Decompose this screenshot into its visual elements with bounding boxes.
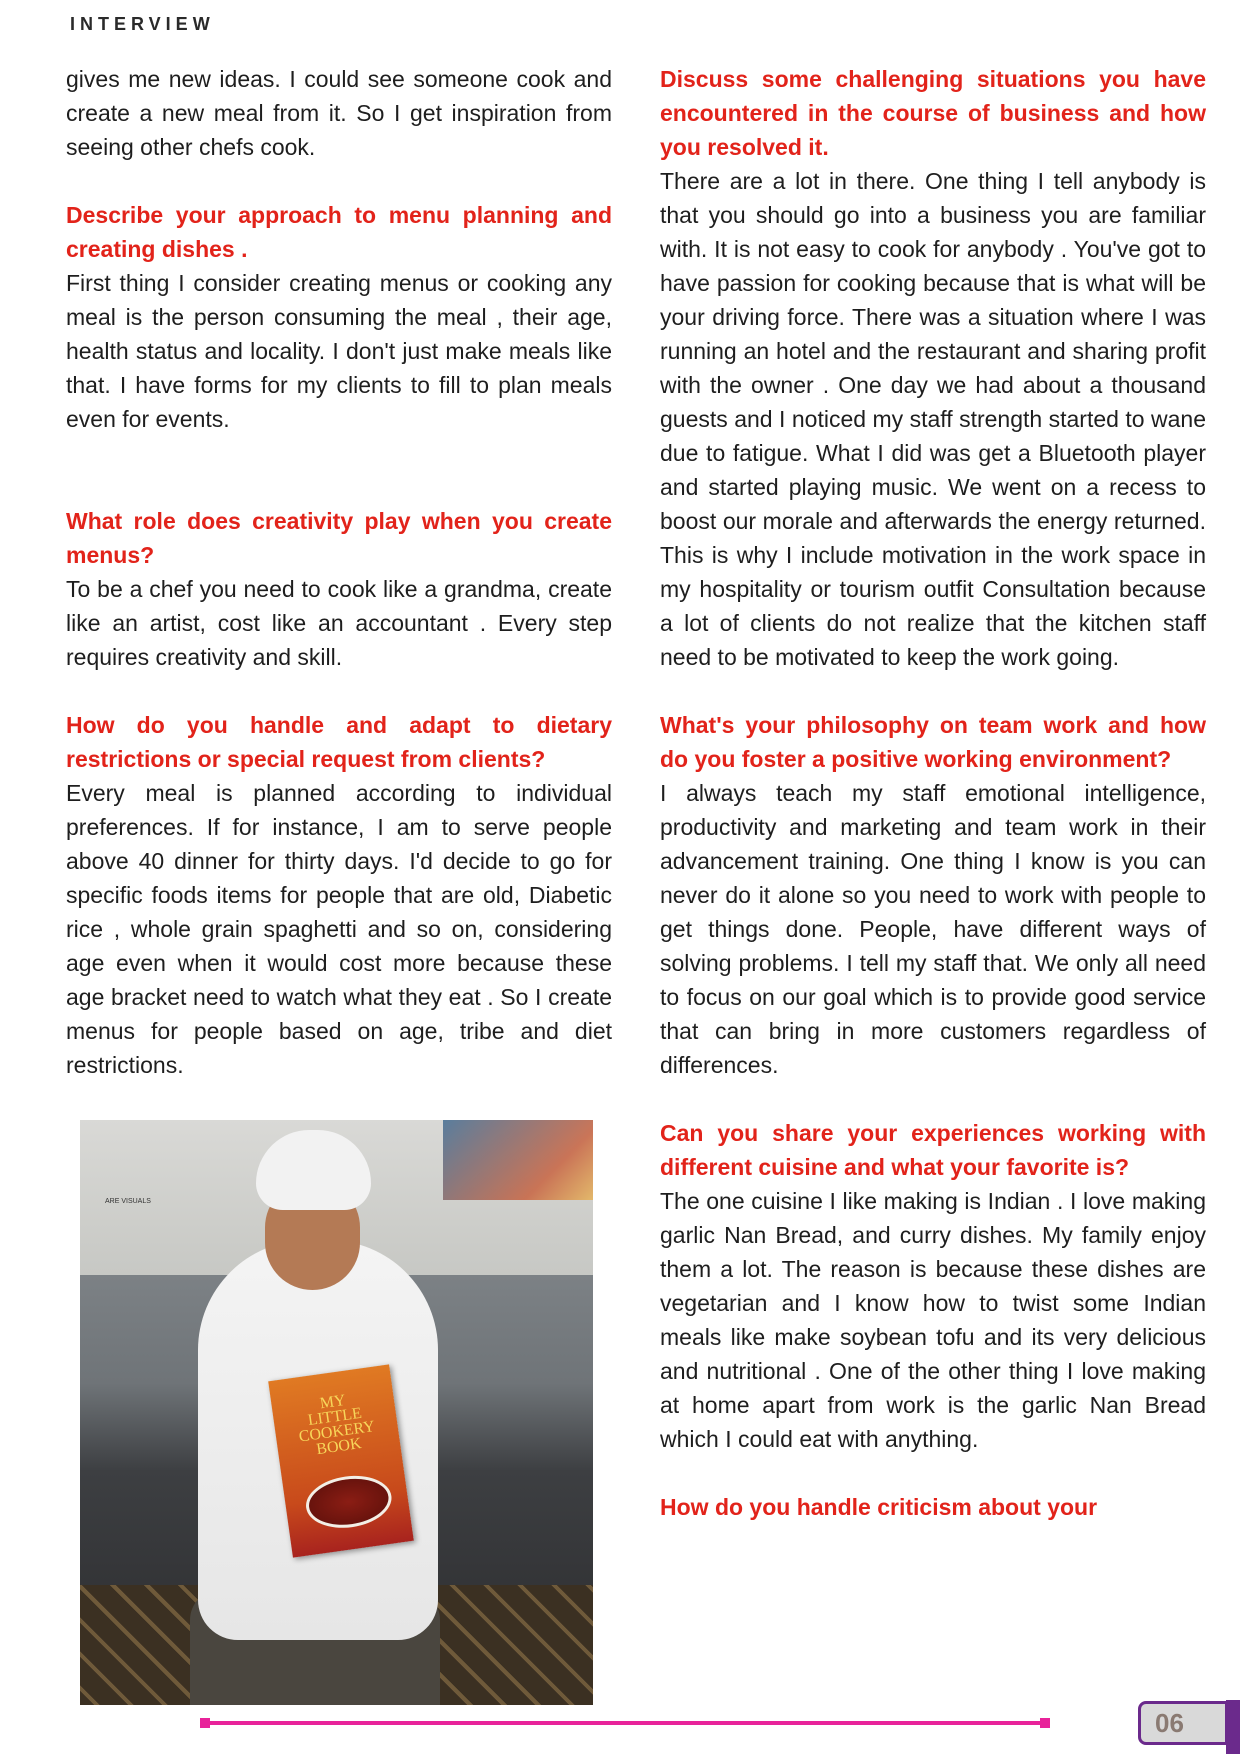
answer-paragraph: First thing I consider creating menus or cooking any meal is the person consuming the meal , their age, health status and locality. I don't just make meals like that. I have forms for my clients to fill to plan meals even for events.	[66, 270, 612, 432]
page-number: 06	[1138, 1701, 1228, 1745]
answer-paragraph: There are a lot in there. One thing I tell anybody is that you should go into a business you are familiar with. It is not easy to cook for anybody . You've got to have passion for cooking because that is what will be your driving force. There was a situation where I was running an hotel and the restaurant and sharing profit with the owner . One day we had about a thousand guests and I noticed my staff strength started to wane due to fatigue. What I did was get a Bluetooth player and started playing music. We went on a recess to boost our morale and afterwards the energy returned. This is why I include motivation in the work space in my hospitality or tourism outfit Consultation because a lot of clients do not realize that the kitchen staff need to be motivated to keep the work going.	[660, 168, 1206, 670]
body-paragraph: gives me new ideas. I could see someone cook and create a new meal from it. So I get inspiration from seeing other chefs cook.	[66, 66, 612, 160]
left-column	[66, 62, 612, 1082]
question-heading: Discuss some challenging situations you have encountered in the course of business and how you resolved it.	[660, 66, 1206, 160]
section-label: INTERVIEW	[70, 14, 215, 34]
footer-rule	[205, 1721, 1045, 1725]
question-heading: How do you handle criticism about your	[660, 1494, 1098, 1520]
question-heading: Can you share your experiences working with different cuisine and what your favorite is?	[660, 1120, 1206, 1180]
question-heading: What's your philosophy on team work and how do you foster a positive working environment?	[660, 712, 1206, 772]
question-heading: How do you handle and adapt to dietary restrictions or special request from clients?	[66, 712, 612, 772]
corner-accent	[1226, 1700, 1240, 1754]
book-title: MY LITTLE COOKERY BOOK	[297, 1391, 376, 1459]
cookbook	[268, 1364, 414, 1557]
answer-paragraph: Every meal is planned according to individual preferences. If for instance, I am to serve people above 40 dinner for thirty days. I'd decide to go for specific foods items for people that are old, Diabetic rice , whole grain spaghetti and so on, considering age even when it would cost more because these age bracket need to watch what they eat . So I create menus for people based on age, tribe and diet restrictions.	[66, 780, 612, 1078]
right-column	[660, 62, 1206, 1524]
photo-watermark: ARE VISUALS	[105, 1198, 151, 1205]
question-heading: What role does creativity play when you create menus?	[66, 508, 612, 568]
chef-photo	[80, 1120, 593, 1705]
answer-paragraph: I always teach my staff emotional intelligence, productivity and marketing and team work in their advancement training. One thing I know is you can never do it alone so you need to work with people to get things done. People, have different ways of solving problems. I tell my staff that. We only all need to focus on our goal which is to provide good service that can bring in more customers regardless of differences.	[660, 780, 1206, 1078]
footer-rule-end	[1040, 1718, 1050, 1728]
question-heading: Describe your approach to menu planning and creating dishes .	[66, 202, 612, 262]
answer-paragraph: To be a chef you need to cook like a grandma, create like an artist, cost like an accountant . Every step requires creativity and skill.	[66, 576, 612, 670]
answer-paragraph: The one cuisine I like making is Indian . I love making garlic Nan Bread, and curry dishes. My family enjoy them a lot. The reason is because these dishes are vegetarian and I know how to twist some Indian meals like make soybean tofu and its very delicious and nutritional . One of the other thing I love making at home apart from work is the garlic Nan Bread which I could eat with anything.	[660, 1188, 1206, 1452]
